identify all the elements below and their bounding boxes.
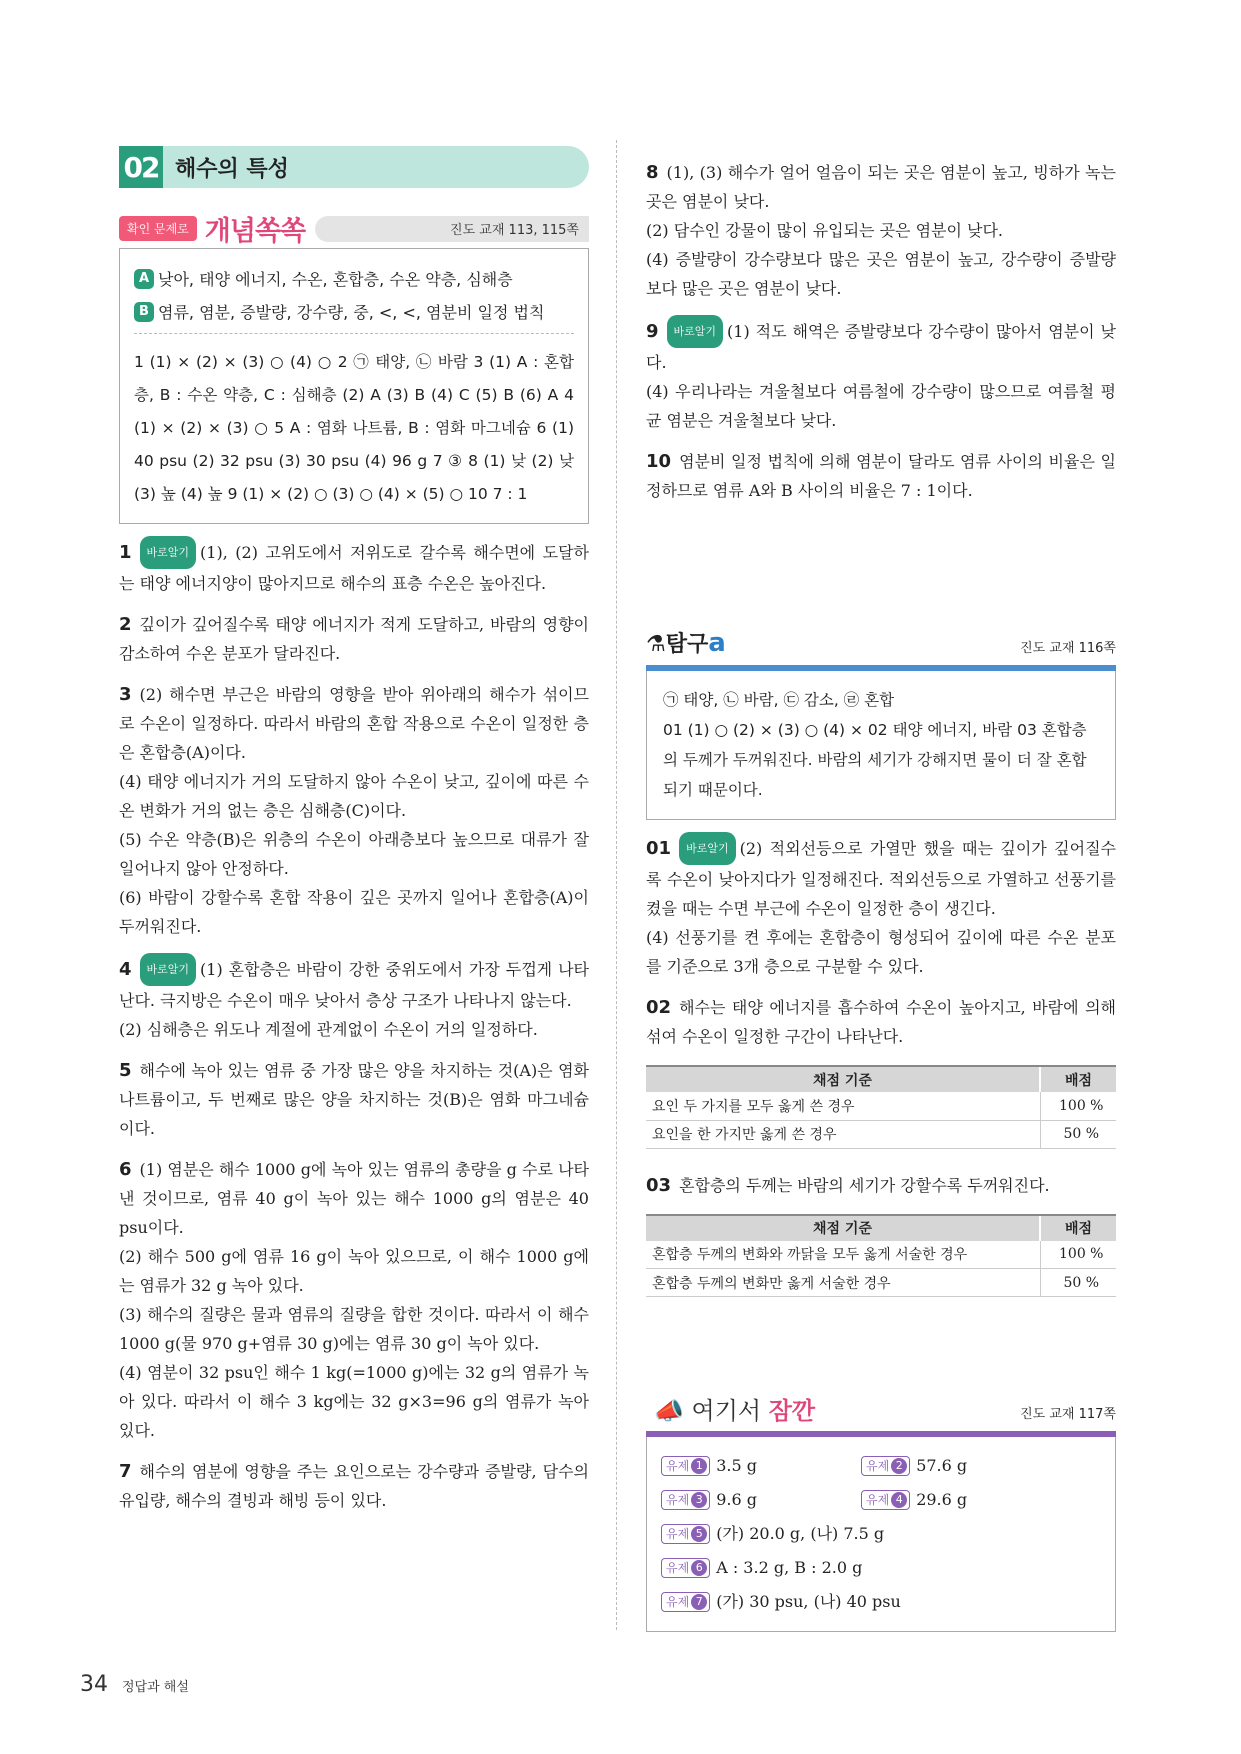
tamgu-header bbox=[646, 625, 1116, 663]
yeogiseo-row bbox=[661, 1517, 1101, 1551]
tamgu-exp-01: 01 바로알기 (2) 적외선등으로 가열만 했을 때는 깊이가 깊어질수록 수온이 낮아지다가 일정해진다. 적외선등으로 가열하고 선풍기를 켰을 때는 수면 부근에 수온이 일정한 층이 생긴다. (4) 선풍기를 켠 후에는 혼합층이 형성되어 깊이에 따른 수온 분포를 기준으로 3개 층으로 구분할 수 있다. bbox=[646, 832, 1116, 981]
yeogiseo-item bbox=[661, 1483, 861, 1517]
tamgu-line-2: 01 (1) ○ (2) × (3) ○ (4) × 02 태양 에너지, 바람 03 혼합층의 두께가 두꺼워진다. 바람의 세기가 강해지면 물이 더 잘 혼합되기 때문이다. bbox=[663, 721, 1087, 799]
explanation-line: 해수의 염분에 영향을 주는 요인으로는 강수량과 증발량, 담수의 유입량, 해수의 결빙과 해빙 등이 있다. bbox=[119, 1462, 589, 1510]
flask-icon: ⚗ bbox=[646, 632, 666, 657]
explanation-number: 9 bbox=[646, 321, 659, 342]
example-badge-number: 2 bbox=[891, 1458, 907, 1474]
section-header bbox=[119, 146, 589, 188]
concept-ref: 진도 교재 113, 115쪽 bbox=[450, 223, 579, 238]
example-badge-number: 4 bbox=[891, 1492, 907, 1508]
right-column bbox=[646, 146, 1116, 1632]
explanation-line: 해수에 녹아 있는 염류 중 가장 많은 양을 차지하는 것(A)은 염화 나트륨이고, 두 번째로 많은 양을 차지하는 것(B)은 염화 마그네슘이다. bbox=[119, 1061, 589, 1138]
yeogiseo-item bbox=[661, 1551, 862, 1585]
example-badge-label: 유제 bbox=[666, 1595, 690, 1609]
example-answer: (가) 20.0 g, (나) 7.5 g bbox=[716, 1524, 885, 1543]
explanation-number: 7 bbox=[119, 1461, 132, 1482]
tamgu-exp-02: 02 해수는 태양 에너지를 흡수하여 수온이 높아지고, 바람에 의해 섞여 수온이 일정한 구간이 나타난다. bbox=[646, 997, 1116, 1046]
check-badge: 확인 문제로 bbox=[119, 216, 197, 241]
yeogiseo-item bbox=[661, 1585, 901, 1619]
example-badge bbox=[661, 1524, 710, 1544]
yeogiseo-row bbox=[661, 1483, 1101, 1517]
example-badge-label: 유제 bbox=[866, 1493, 890, 1507]
explanation-line: (4) 염분이 32 psu인 해수 1 kg(=1000 g)에는 32 g의 염류가 녹아 있다. 따라서 이 해수 3 kg에는 32 g×3=96 g의 염류가 녹아 있다. bbox=[119, 1363, 589, 1440]
score-table-02: 채점 기준 배점 요인 두 가지를 모두 옳게 쓴 경우 100 % 요인을 한 가지만 옳게 쓴 경우 50 % bbox=[646, 1065, 1116, 1149]
column-divider bbox=[616, 140, 617, 1630]
explanation-item bbox=[119, 1155, 589, 1445]
explanation-line: (3) 해수의 질량은 물과 염류의 질량을 합한 것이다. 따라서 이 해수 1000 g(물 970 g+염류 30 g)에는 염류 30 g이 녹아 있다. bbox=[119, 1305, 589, 1353]
yeogiseo-ref: 진도 교재 117쪽 bbox=[1020, 1407, 1116, 1422]
explanation-line: (2) 해수 500 g에 염류 16 g이 녹아 있으므로, 이 해수 1000 g에는 염류가 32 g 녹아 있다. bbox=[119, 1247, 589, 1295]
keyword-badge-b: B bbox=[134, 302, 154, 322]
explanation-line: (4) 증발량이 강수량보다 많은 곳은 염분이 높고, 강수량이 증발량보다 많은 곳은 염분이 낮다. bbox=[646, 250, 1116, 298]
example-badge-label: 유제 bbox=[666, 1459, 690, 1473]
example-badge-label: 유제 bbox=[866, 1459, 890, 1473]
example-badge bbox=[861, 1456, 910, 1476]
example-badge-number: 6 bbox=[691, 1560, 707, 1576]
example-badge-number: 7 bbox=[691, 1594, 707, 1610]
yeogiseo-row bbox=[661, 1449, 1101, 1483]
example-answer: A : 3.2 g, B : 2.0 g bbox=[716, 1558, 863, 1577]
left-column bbox=[119, 146, 589, 1515]
explanation-item bbox=[646, 315, 1116, 435]
explanation-line: (6) 바람이 강할수록 혼합 작용이 깊은 곳까지 일어나 혼합층(A)이 두꺼워진다. bbox=[119, 888, 589, 936]
keyword-line-b bbox=[134, 300, 574, 323]
example-badge bbox=[861, 1490, 910, 1510]
example-badge bbox=[661, 1558, 710, 1578]
left-explanations bbox=[119, 536, 589, 1515]
keyword-text-b: 염류, 염분, 증발량, 강수량, 중, <, <, 염분비 일정 법칙 bbox=[158, 303, 545, 322]
explanation-line: (1) 염분은 해수 1000 g에 녹아 있는 염류의 총량을 g 수로 나타낸 것이므로, 염류 40 g이 녹아 있는 해수 1000 g의 염분은 40 psu이다. bbox=[119, 1160, 589, 1237]
correction-pill: 바로알기 bbox=[667, 315, 724, 348]
explanation-item bbox=[119, 536, 589, 598]
yeogiseo-item bbox=[861, 1483, 1061, 1517]
explanation-number: 5 bbox=[119, 1060, 132, 1081]
example-badge bbox=[661, 1490, 710, 1510]
yeogiseo-header bbox=[646, 1387, 1116, 1431]
example-badge bbox=[661, 1592, 710, 1612]
dotted-divider bbox=[134, 333, 574, 334]
explanation-item bbox=[119, 1457, 589, 1515]
yeogiseo-row bbox=[661, 1551, 1101, 1585]
tamgu-exp-03: 03 혼합층의 두께는 바람의 세기가 강할수록 두꺼워진다. bbox=[646, 1174, 1050, 1196]
concept-title: 개념쏙쏙 bbox=[205, 209, 313, 248]
example-answer: 9.6 g bbox=[716, 1490, 757, 1509]
footer-label: 정답과 해설 bbox=[122, 1680, 189, 1695]
explanation-item bbox=[119, 953, 589, 1044]
tamgu-line-1: ㉠ 태양, ㉡ 바람, ㉢ 감소, ㉣ 혼합 bbox=[663, 691, 895, 709]
explanation-line: (1), (2) 고위도에서 저위도로 갈수록 해수면에 도달하는 태양 에너지양이 많아지므로 해수의 표층 수온은 높아진다. bbox=[119, 543, 589, 593]
explanation-item bbox=[646, 447, 1116, 505]
explanation-number: 4 bbox=[119, 959, 132, 980]
explanation-number: 3 bbox=[119, 684, 132, 705]
explanation-line: (2) 심해층은 위도나 계절에 관계없이 수온이 거의 일정하다. bbox=[119, 1020, 538, 1039]
tamgu-box bbox=[646, 671, 1116, 820]
concept-answers: 1 (1) × (2) × (3) ○ (4) ○ 2 ㉠ 태양, ㉡ 바람 3 (1) A : 혼합층, B : 수온 약층, C : 심해층 (2) A (3) B (4) C (5) B (6) A 4 (1) × (2) × (3) ○ 5 A : 염화 나트륨, B : 염화 마그네슘 6 (1) 40 psu (2) 32 psu (3) 30 psu (4) 96 g 7 ③ 8 (1) 낮 (2) 낮 (3) 높 (4) 높 9 (1) × (2) ○ (3) ○ (4) × (5) ○ 10 7 : 1 bbox=[134, 353, 574, 503]
keyword-text-a: 낮아, 태양 에너지, 수온, 혼합층, 수온 약층, 심해층 bbox=[158, 270, 513, 289]
page-number: 34 bbox=[80, 1672, 108, 1697]
explanation-line: (4) 우리나라는 겨울철보다 여름철에 강수량이 많으므로 여름철 평균 염분은 겨울철보다 낮다. bbox=[646, 382, 1116, 430]
example-badge-number: 3 bbox=[691, 1492, 707, 1508]
section-title: 해수의 특성 bbox=[175, 156, 289, 182]
example-badge-number: 5 bbox=[691, 1526, 707, 1542]
section-number: 02 bbox=[119, 146, 163, 188]
explanation-line: 깊이가 깊어질수록 태양 에너지가 적게 도달하고, 바람의 영향이 감소하여 수온 분포가 달라진다. bbox=[119, 615, 589, 663]
yeogiseo-item bbox=[661, 1517, 884, 1551]
speaker-icon: 📣 bbox=[654, 1397, 684, 1425]
example-badge-label: 유제 bbox=[666, 1561, 690, 1575]
footer bbox=[80, 1672, 189, 1697]
example-badge-number: 1 bbox=[691, 1458, 707, 1474]
keyword-line-a bbox=[134, 267, 574, 290]
explanation-item bbox=[119, 1056, 589, 1143]
explanation-number: 10 bbox=[646, 451, 672, 472]
right-explanations bbox=[646, 158, 1116, 505]
correction-pill: 바로알기 bbox=[140, 953, 197, 986]
explanation-line: (5) 수온 약층(B)은 위층의 수온이 아래층보다 높으므로 대류가 잘 일어나지 않아 안정하다. bbox=[119, 830, 589, 878]
explanation-line: (4) 태양 에너지가 거의 도달하지 않아 수온이 낮고, 깊이에 따른 수온 변화가 거의 없는 층은 심해층(C)이다. bbox=[119, 772, 589, 820]
yeogiseo-item bbox=[861, 1449, 1061, 1483]
concept-header bbox=[119, 210, 589, 246]
explanation-line: (1), (3) 해수가 얼어 얼음이 되는 곳은 염분이 높고, 빙하가 녹는 곳은 염분이 낮다. bbox=[646, 163, 1116, 211]
yeogiseo-row bbox=[661, 1585, 1101, 1619]
concept-box bbox=[119, 248, 589, 524]
explanation-item bbox=[119, 680, 589, 941]
example-answer: 29.6 g bbox=[916, 1490, 968, 1509]
explanation-number: 8 bbox=[646, 162, 659, 183]
explanation-item bbox=[119, 610, 589, 668]
yeogiseo-box bbox=[646, 1437, 1116, 1632]
explanation-item bbox=[646, 158, 1116, 303]
correction-pill: 바로알기 bbox=[140, 536, 197, 569]
explanation-line: (1) 혼합층은 바람이 강한 중위도에서 가장 두껍게 나타난다. 극지방은 수온이 매우 낮아서 층상 구조가 나타나지 않는다. bbox=[119, 960, 589, 1010]
explanation-number: 2 bbox=[119, 614, 132, 635]
score-table-03: 채점 기준 배점 혼합층 두께의 변화와 까닭을 모두 옳게 서술한 경우 100 % 혼합층 두께의 변화만 옳게 서술한 경우 50 % bbox=[646, 1214, 1116, 1298]
example-badge bbox=[661, 1456, 710, 1476]
explanation-line: (2) 담수인 강물이 많이 유입되는 곳은 염분이 낮다. bbox=[646, 221, 1004, 240]
explanation-line: 염분비 일정 법칙에 의해 염분이 달라도 염류 사이의 비율은 일정하므로 염류 A와 B 사이의 비율은 7 : 1이다. bbox=[646, 452, 1116, 500]
example-answer: 57.6 g bbox=[916, 1456, 968, 1475]
explanation-line: (1) 적도 해역은 증발량보다 강수량이 많아서 염분이 낮다. bbox=[646, 322, 1116, 372]
tamgu-ref: 진도 교재 116쪽 bbox=[1020, 641, 1116, 656]
example-badge-label: 유제 bbox=[666, 1493, 690, 1507]
tamgu-title: ⚗탐구a bbox=[646, 628, 726, 658]
explanation-number: 1 bbox=[119, 542, 132, 563]
explanation-number: 6 bbox=[119, 1159, 132, 1180]
yeogiseo-title: 📣 여기서 잠깐 bbox=[654, 1397, 816, 1425]
keyword-badge-a: A bbox=[134, 269, 154, 289]
yeogiseo-item bbox=[661, 1449, 861, 1483]
example-answer: (가) 30 psu, (나) 40 psu bbox=[716, 1592, 901, 1611]
explanation-line: (2) 해수면 부근은 바람의 영향을 받아 위아래의 해수가 섞이므로 수온이 일정하다. 따라서 바람의 혼합 작용으로 수온이 일정한 층은 혼합층(A)이다. bbox=[119, 685, 589, 762]
example-answer: 3.5 g bbox=[716, 1456, 757, 1475]
example-badge-label: 유제 bbox=[666, 1527, 690, 1541]
